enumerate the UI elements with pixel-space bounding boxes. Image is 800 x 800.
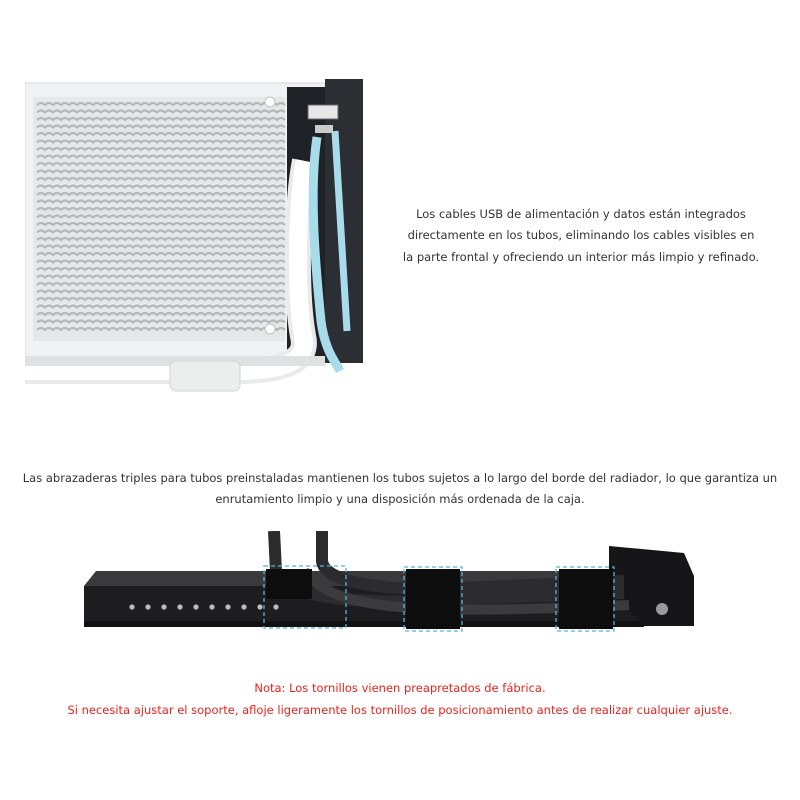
tube-clamp-photo [84, 531, 696, 636]
radiator-cable-photo [25, 71, 369, 403]
note-adjust-instructions: Si necesita ajustar el soporte, afloje ligeramente los tornillos de posicionamiento antes de realizar cualquier ajuste. [67, 702, 733, 717]
note-factory-screws: Nota: Los tornillos vienen preapretados de fábrica. [254, 680, 546, 695]
cable-integration-description: Los cables USB de alimentación y datos están integrados directamente en los tubos, eliminando los cables visibles en la parte frontal y ofreciendo un interior más limpio y refinado. [402, 206, 760, 264]
tube-clamp-description: Las abrazaderas triples para tubos preinstaladas mantienen los tubos sujetos a lo largo del borde del radiador, lo que garantiza un enrutamiento limpio y una disposición más ordenada de la caja. [22, 470, 778, 506]
